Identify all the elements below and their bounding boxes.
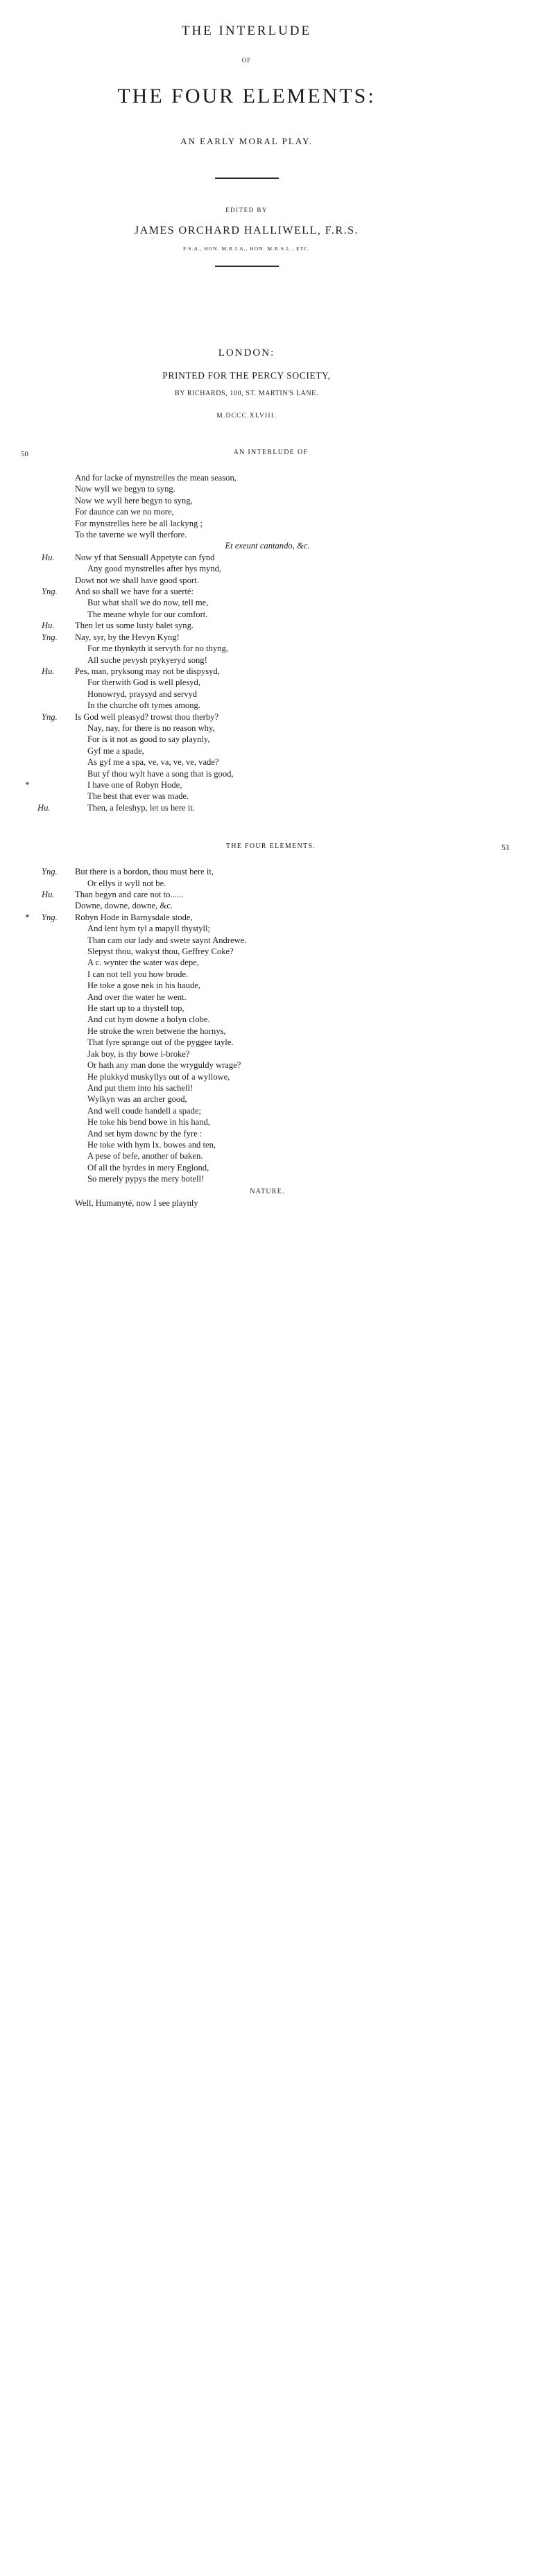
editor-name: JAMES ORCHARD HALLIWELL, F.R.S. bbox=[134, 225, 359, 236]
title-page bbox=[0, 0, 493, 420]
verse-line-text: Or hath any man done the wryguldy wrage? bbox=[87, 1060, 241, 1071]
verse-line-text: Than begyn and care not to...... bbox=[75, 890, 184, 899]
verse-line-text: He plukkyd muskyllys out of a wyllowe, bbox=[87, 1071, 230, 1082]
verse-line-text: As gyf me a spa, ve, va, ve, ve, vade? bbox=[87, 757, 219, 768]
verse-line-text: Robyn Hode in Barnysdale stode, bbox=[75, 912, 193, 922]
verse-line-text: Downe, downe, downe, &c. bbox=[75, 901, 173, 911]
imprint-city: LONDON: bbox=[218, 347, 275, 358]
verse-line-text: For mynstrelles here be all lackyng ; bbox=[75, 518, 203, 528]
verse-line-text: Nay, nay, for there is no reason why, bbox=[87, 723, 215, 733]
verse-line-text: Than cam our lady and swete saynt Andrewe. bbox=[87, 935, 247, 945]
verse-line bbox=[21, 506, 514, 517]
verse-line-text: But there is a bordon, thou must bere it, bbox=[75, 867, 214, 877]
verse-line bbox=[21, 757, 514, 768]
verse-line bbox=[21, 779, 514, 790]
running-head-title-50: AN INTERLUDE OF bbox=[233, 449, 309, 456]
verse-line-text: Now yf that Sensuall Appetyte can fynd bbox=[75, 552, 215, 562]
title-page-content bbox=[0, 0, 493, 420]
verse-line bbox=[21, 1026, 514, 1037]
verse-line-text: Any good mynstrelles after hys mynd, bbox=[87, 564, 222, 574]
imprint-printer: BY RICHARDS, 100, ST. MARTIN'S LANE. bbox=[175, 390, 318, 397]
verse-line bbox=[21, 552, 514, 563]
verse-line-text: Now wyll we begyn to syng. bbox=[75, 484, 175, 494]
imprint-year: M.DCCC.XLVIII. bbox=[216, 413, 277, 420]
verse-line-text: In the churche oft tymes among. bbox=[87, 700, 200, 711]
verse-line-text: Gyf me a spade, bbox=[87, 745, 144, 756]
verse-line-text: He stroke the wren betwene the hornys, bbox=[87, 1026, 226, 1036]
verse-line-text: For me thynkyth it servyth for no thyng, bbox=[87, 643, 228, 654]
verse-line bbox=[21, 518, 514, 529]
text-page-51 bbox=[0, 842, 550, 1209]
verse-line bbox=[21, 1173, 514, 1184]
verse-line-text: For therwith God is well plesyd, bbox=[87, 677, 201, 688]
verse-line bbox=[21, 472, 514, 483]
verse-line bbox=[21, 597, 514, 608]
page-number-51: 51 bbox=[501, 842, 510, 853]
text-page-50 bbox=[0, 449, 550, 813]
verse-line bbox=[21, 889, 514, 900]
edited-by-label: EDITED BY bbox=[225, 207, 268, 214]
verse-line bbox=[21, 1128, 514, 1139]
verse-line bbox=[21, 1198, 514, 1209]
verse-line bbox=[21, 632, 514, 643]
verse-line bbox=[21, 666, 514, 677]
verse-line-text: A c. wynter the water was depe, bbox=[87, 958, 199, 968]
page-break-2 bbox=[0, 813, 493, 842]
stage-direction: Et exeunt cantando, &c. bbox=[225, 541, 310, 551]
verse-line-text: Dowt not we shall have good sport. bbox=[75, 575, 199, 585]
page-title: THE FOUR ELEMENTS: bbox=[117, 85, 376, 107]
verse-line bbox=[21, 495, 514, 506]
running-head-50 bbox=[21, 449, 514, 464]
verse-line-text: And cut hym downe a holyn clobe. bbox=[87, 1014, 210, 1025]
verse-line-text: I can not tell you how brode. bbox=[87, 969, 189, 979]
verse-line bbox=[21, 946, 514, 957]
speaker-label: Yng. bbox=[42, 711, 58, 722]
verse-line bbox=[21, 1014, 514, 1025]
verse-line-text: Now we wyll here begyn to syng, bbox=[75, 495, 193, 505]
divider-rule-bottom bbox=[215, 266, 279, 267]
verse-line bbox=[21, 1105, 514, 1116]
verse-line-text: The best that ever was made. bbox=[87, 791, 189, 802]
speaker-label: Hu. bbox=[42, 666, 55, 676]
verse-line-text: I have one of Robyn Hode, bbox=[87, 779, 182, 790]
verse-line bbox=[21, 745, 514, 757]
verse-line-text: And lent hym tyl a mapyll thystyll; bbox=[87, 924, 211, 934]
running-head-title-51: THE FOUR ELEMENTS. bbox=[225, 842, 316, 851]
asterisk-marker-icon: * bbox=[25, 911, 30, 922]
verse-line bbox=[21, 923, 514, 934]
verse-line-text: Pes, man, pryksong may not be dispysyd, bbox=[75, 666, 220, 676]
verse-line-text: And over the water he went. bbox=[87, 992, 187, 1002]
verse-line bbox=[21, 575, 514, 586]
verse-line bbox=[21, 563, 514, 574]
imprint-society: PRINTED FOR THE PERCY SOCIETY, bbox=[162, 370, 331, 381]
verse-line bbox=[21, 969, 514, 980]
verse-line bbox=[21, 1116, 514, 1127]
verse-line-text: A pese of befe, another of baken. bbox=[87, 1151, 203, 1161]
verse-line bbox=[21, 677, 514, 688]
title-spacer bbox=[49, 303, 445, 347]
speaker-label: Hu. bbox=[42, 621, 55, 631]
verse-line bbox=[21, 957, 514, 968]
verse-block-51 bbox=[21, 866, 514, 1209]
verse-line-text: Or ellys it wyll not be. bbox=[87, 878, 166, 888]
verse-line bbox=[21, 711, 514, 723]
verse-line-text: But yf thou wylt have a song that is good, bbox=[87, 768, 234, 779]
page-break-1 bbox=[0, 420, 493, 449]
verse-line-text: Jak boy, is thy bowe i-broke? bbox=[87, 1048, 190, 1059]
speaker-heading: NATURE. bbox=[250, 1187, 285, 1195]
verse-line bbox=[21, 1082, 514, 1093]
verse-line-text: For daunce can we no more, bbox=[75, 507, 174, 517]
verse-line-text: Well, Humanyté, now I see playnly bbox=[75, 1198, 198, 1208]
asterisk-marker-icon: * bbox=[25, 779, 30, 790]
speaker-label: Hu. bbox=[42, 890, 55, 899]
verse-line-text: And set hym downc by the fyre : bbox=[87, 1128, 203, 1139]
verse-line bbox=[21, 1003, 514, 1014]
verse-line bbox=[21, 529, 514, 540]
verse-line-text: He toke his bend bowe in his hand, bbox=[87, 1117, 210, 1127]
verse-line bbox=[21, 689, 514, 700]
speaker-label: Hu. bbox=[37, 802, 51, 813]
speaker-label: Hu. bbox=[42, 552, 55, 562]
verse-line bbox=[21, 878, 514, 889]
verse-line bbox=[21, 1037, 514, 1048]
running-head-51 bbox=[21, 842, 514, 858]
verse-line bbox=[21, 1071, 514, 1082]
verse-line-text: And for lacke of mynstrelles the mean season, bbox=[75, 473, 237, 483]
verse-line bbox=[21, 1093, 514, 1105]
verse-line-text: And put them into his sachell! bbox=[87, 1082, 194, 1093]
verse-line-text: But what shall we do now, tell me, bbox=[87, 598, 209, 608]
verse-line-text: Slepyst thou, wakyst thou, Geffrey Coke? bbox=[87, 946, 234, 957]
speaker-label: Yng. bbox=[42, 587, 58, 597]
verse-line bbox=[21, 483, 514, 494]
verse-line-text: Is God well pleasyd? trowst thou therby? bbox=[75, 711, 219, 722]
verse-line bbox=[21, 935, 514, 946]
verse-line-text: The meane whyle for our comfort. bbox=[87, 609, 208, 619]
verse-line-text: So merely pypys the mery botell! bbox=[87, 1174, 205, 1184]
verse-block-50 bbox=[21, 472, 514, 813]
verse-line-text: Nay, syr, by the Hevyn Kyng! bbox=[75, 632, 180, 642]
verse-line bbox=[21, 790, 514, 802]
divider-rule-top bbox=[215, 178, 279, 179]
verse-line bbox=[21, 992, 514, 1003]
verse-line-text: To the taverne we wyll therfore. bbox=[75, 530, 187, 540]
verse-line bbox=[21, 700, 514, 711]
verse-line bbox=[21, 1048, 514, 1060]
verse-line-text: Then, a feleshyp, let us here it. bbox=[87, 802, 195, 813]
verse-line-text: He toke with hym lx. bowes and ten, bbox=[87, 1139, 216, 1150]
title-of-word: OF bbox=[241, 57, 252, 64]
verse-line bbox=[21, 734, 514, 745]
editor-credentials: F.S.A., HON. M.R.I.A., HON. M.R.S.L., ETC. bbox=[182, 245, 311, 252]
verse-line-text: He toke a gose nek in his haude, bbox=[87, 980, 200, 991]
verse-line bbox=[21, 609, 514, 620]
verse-line-text: And well coude handell a spade; bbox=[87, 1105, 202, 1116]
verse-line-text: Wylkyn was an archer good, bbox=[87, 1094, 187, 1105]
verse-line-text: All suche pevysh prykyeryd song! bbox=[87, 655, 207, 665]
title-subtitle: AN EARLY MORAL PLAY. bbox=[180, 136, 313, 146]
verse-line bbox=[21, 900, 514, 911]
verse-line bbox=[21, 655, 514, 666]
page-number-50: 50 bbox=[21, 450, 28, 458]
verse-line bbox=[21, 586, 514, 597]
verse-line bbox=[21, 1150, 514, 1161]
title-line-1: THE INTERLUDE bbox=[181, 24, 312, 38]
verse-line bbox=[21, 1060, 514, 1071]
verse-line-text: Then let us some lusty balet syng. bbox=[75, 621, 194, 631]
verse-line bbox=[21, 912, 514, 923]
verse-line bbox=[21, 768, 514, 779]
verse-line bbox=[21, 1139, 514, 1150]
verse-line bbox=[21, 866, 514, 877]
verse-line-text: For is it not as good to say playnly, bbox=[87, 734, 210, 745]
speaker-label: Yng. bbox=[42, 912, 58, 922]
verse-line bbox=[21, 620, 514, 631]
speaker-label: Yng. bbox=[42, 867, 58, 877]
speaker-label: Yng. bbox=[42, 632, 58, 642]
verse-line bbox=[21, 643, 514, 654]
verse-line bbox=[21, 723, 514, 734]
verse-line bbox=[21, 980, 514, 991]
verse-line bbox=[21, 802, 514, 813]
verse-line-text: That fyre sprange out of the pyggee tayle. bbox=[87, 1037, 234, 1048]
verse-line-text: Of all the byrdes in mery Englond, bbox=[87, 1162, 209, 1173]
verse-line-text: He start up to a thystell top, bbox=[87, 1003, 184, 1014]
verse-line-text: And so shall we have for a suerté: bbox=[75, 587, 194, 597]
verse-line-text: Honowryd, praysyd and servyd bbox=[87, 689, 198, 699]
verse-line bbox=[21, 1162, 514, 1173]
